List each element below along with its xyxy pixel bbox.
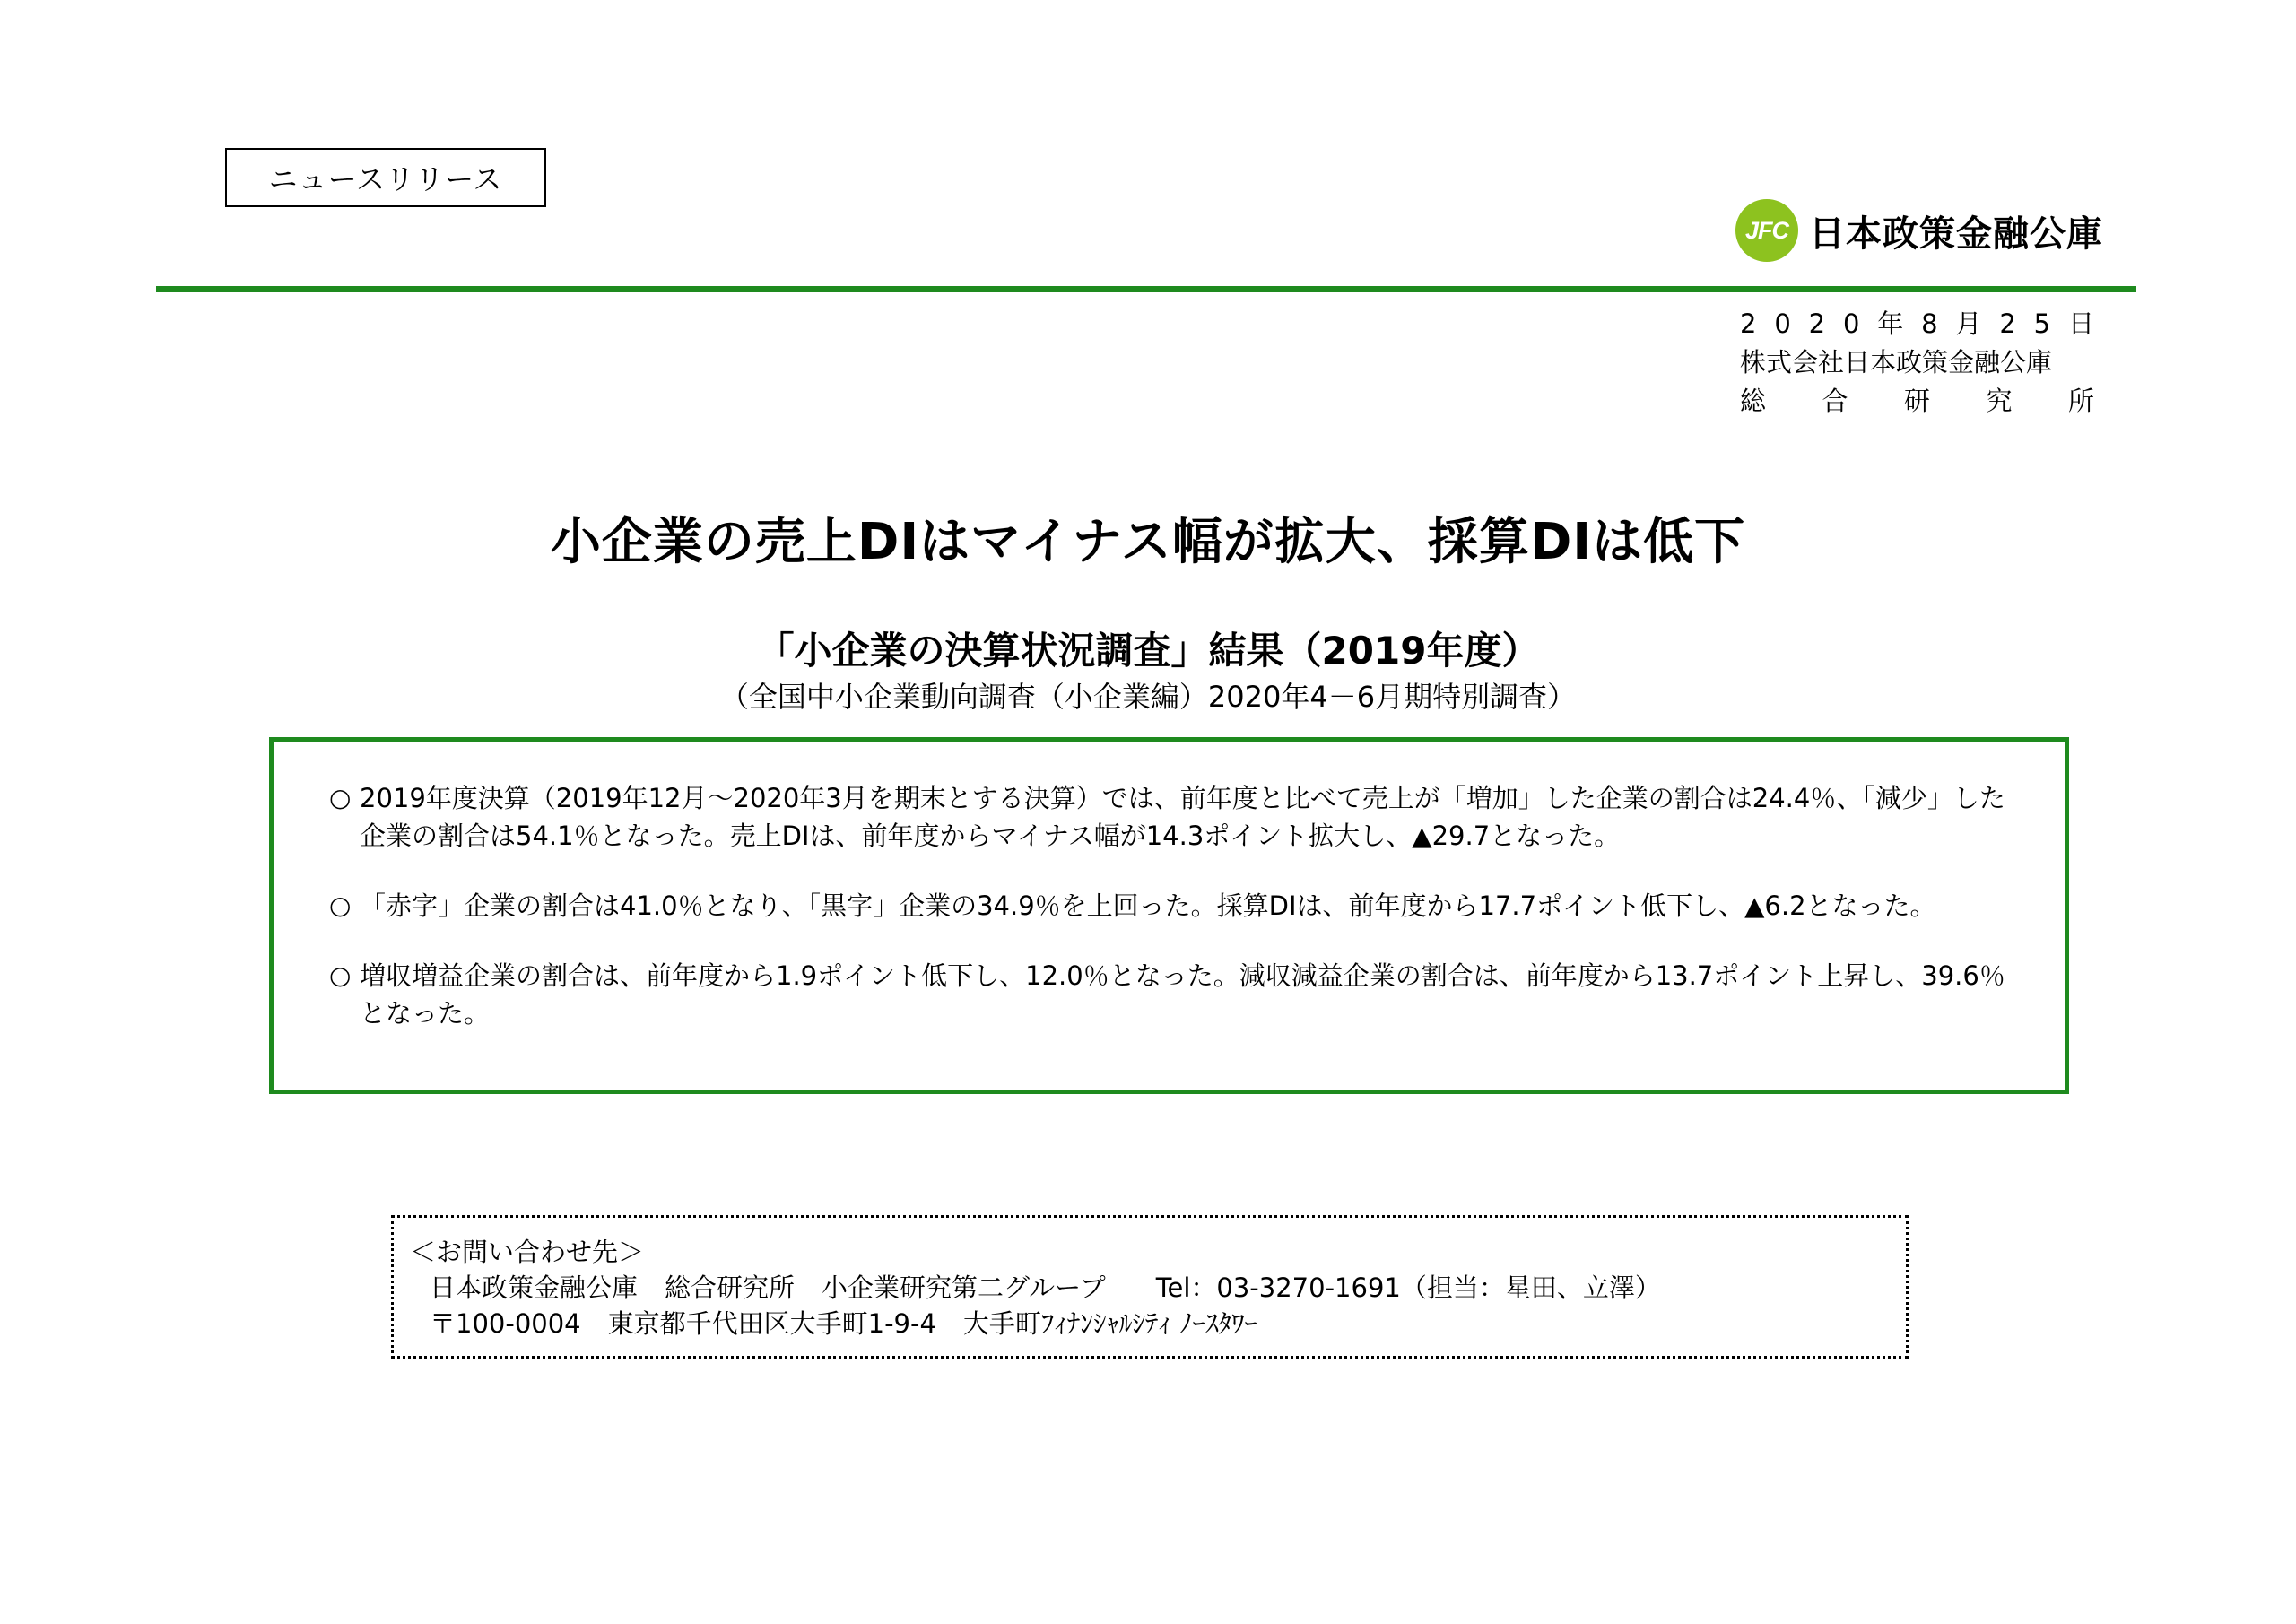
summary-item-text: 2019年度決算（2019年12月～2020年3月を期末とする決算）では、前年度と比べて売上が「増加」した企業の割合は24.4％、「減少」した企業の割合は54.1％となった。売上DIは、前年度からマイナス幅が14.3ポイント拡大し、▲29.7となった。 [360, 783, 2005, 851]
contact-tel[interactable]: Tel：03-3270-1691（担当：星田、立澤） [1155, 1272, 1661, 1303]
institute-char: 合 [1822, 386, 1848, 416]
bullet-circle-icon: ○ [329, 783, 352, 812]
jfc-logo-name: 日本政策金融公庫 [1809, 213, 2103, 255]
institute-char: 総 [1740, 386, 1767, 416]
contact-group: 小企業研究第二グループ [822, 1272, 1106, 1303]
contact-building: 大手町ﾌｨﾅﾝｼｬﾙｼﾃｨ ﾉｰｽﾀﾜｰ [962, 1308, 1258, 1339]
summary-item-text: 増収増益企業の割合は、前年度から1.9ポイント低下し、12.0％となった。減収減益企業の割合は、前年度から13.7ポイント上昇し、39.6％となった。 [360, 960, 2005, 1029]
date-char: 0 [1842, 308, 1860, 339]
date-char: 5 [2033, 308, 2051, 339]
page-subtitle: 「小企業の決算状況調査」結果（2019年度） [756, 629, 1540, 673]
bullet-circle-icon: ○ [329, 960, 352, 990]
date-char: 日 [2067, 308, 2094, 339]
date-char: 8 [1921, 308, 1938, 339]
institute-char: 所 [2067, 386, 2094, 416]
summary-item-text: 「赤字」企業の割合は41.0％となり、「黒字」企業の34.9％を上回った。採算DIは、前年度から17.7ポイント低下し、▲6.2となった。 [360, 890, 1936, 921]
date-char: 2 [1999, 308, 2016, 339]
date-char: 月 [1955, 308, 1982, 339]
date-char: 2 [1808, 308, 1826, 339]
institute-name [1740, 382, 2094, 421]
contact-address: 東京都千代田区大手町1-9-4 [607, 1308, 936, 1339]
date-char: 2 [1740, 308, 1757, 339]
summary-box [269, 737, 2069, 1094]
page-title: 小企業の売上DIはマイナス幅が拡大、採算DIは低下 [550, 513, 1746, 571]
contact-box [391, 1215, 1909, 1359]
date-char: 0 [1774, 308, 1791, 339]
institute-char: 究 [1986, 386, 2013, 416]
bullet-circle-icon: ○ [329, 890, 352, 920]
summary-item [329, 957, 2014, 1032]
summary-item [329, 779, 2014, 855]
release-meta [1740, 305, 2094, 421]
page-subtitle-note: （全国中小企業動向調査（小企業編）2020年4－6月期特別調査） [719, 680, 1577, 714]
summary-item [329, 887, 2014, 925]
contact-heading: ＜お問い合わせ先＞ [410, 1237, 645, 1267]
jfc-logo-mark: JFC [1735, 199, 1798, 262]
release-date [1740, 305, 2094, 343]
company-name: 株式会社日本政策金融公庫 [1740, 347, 2053, 378]
jfc-logo [1735, 197, 2103, 264]
news-release-label: ニュースリリース [225, 148, 546, 207]
institute-char: 研 [1903, 386, 1930, 416]
contact-postal: 〒100-0004 [430, 1308, 581, 1339]
header-divider [156, 286, 2136, 292]
date-char: 年 [1877, 308, 1904, 339]
contact-org: 日本政策金融公庫 [430, 1272, 639, 1303]
contact-dept: 総合研究所 [665, 1272, 796, 1303]
contact-address-line [410, 1306, 1890, 1342]
contact-org-line [410, 1270, 1890, 1306]
